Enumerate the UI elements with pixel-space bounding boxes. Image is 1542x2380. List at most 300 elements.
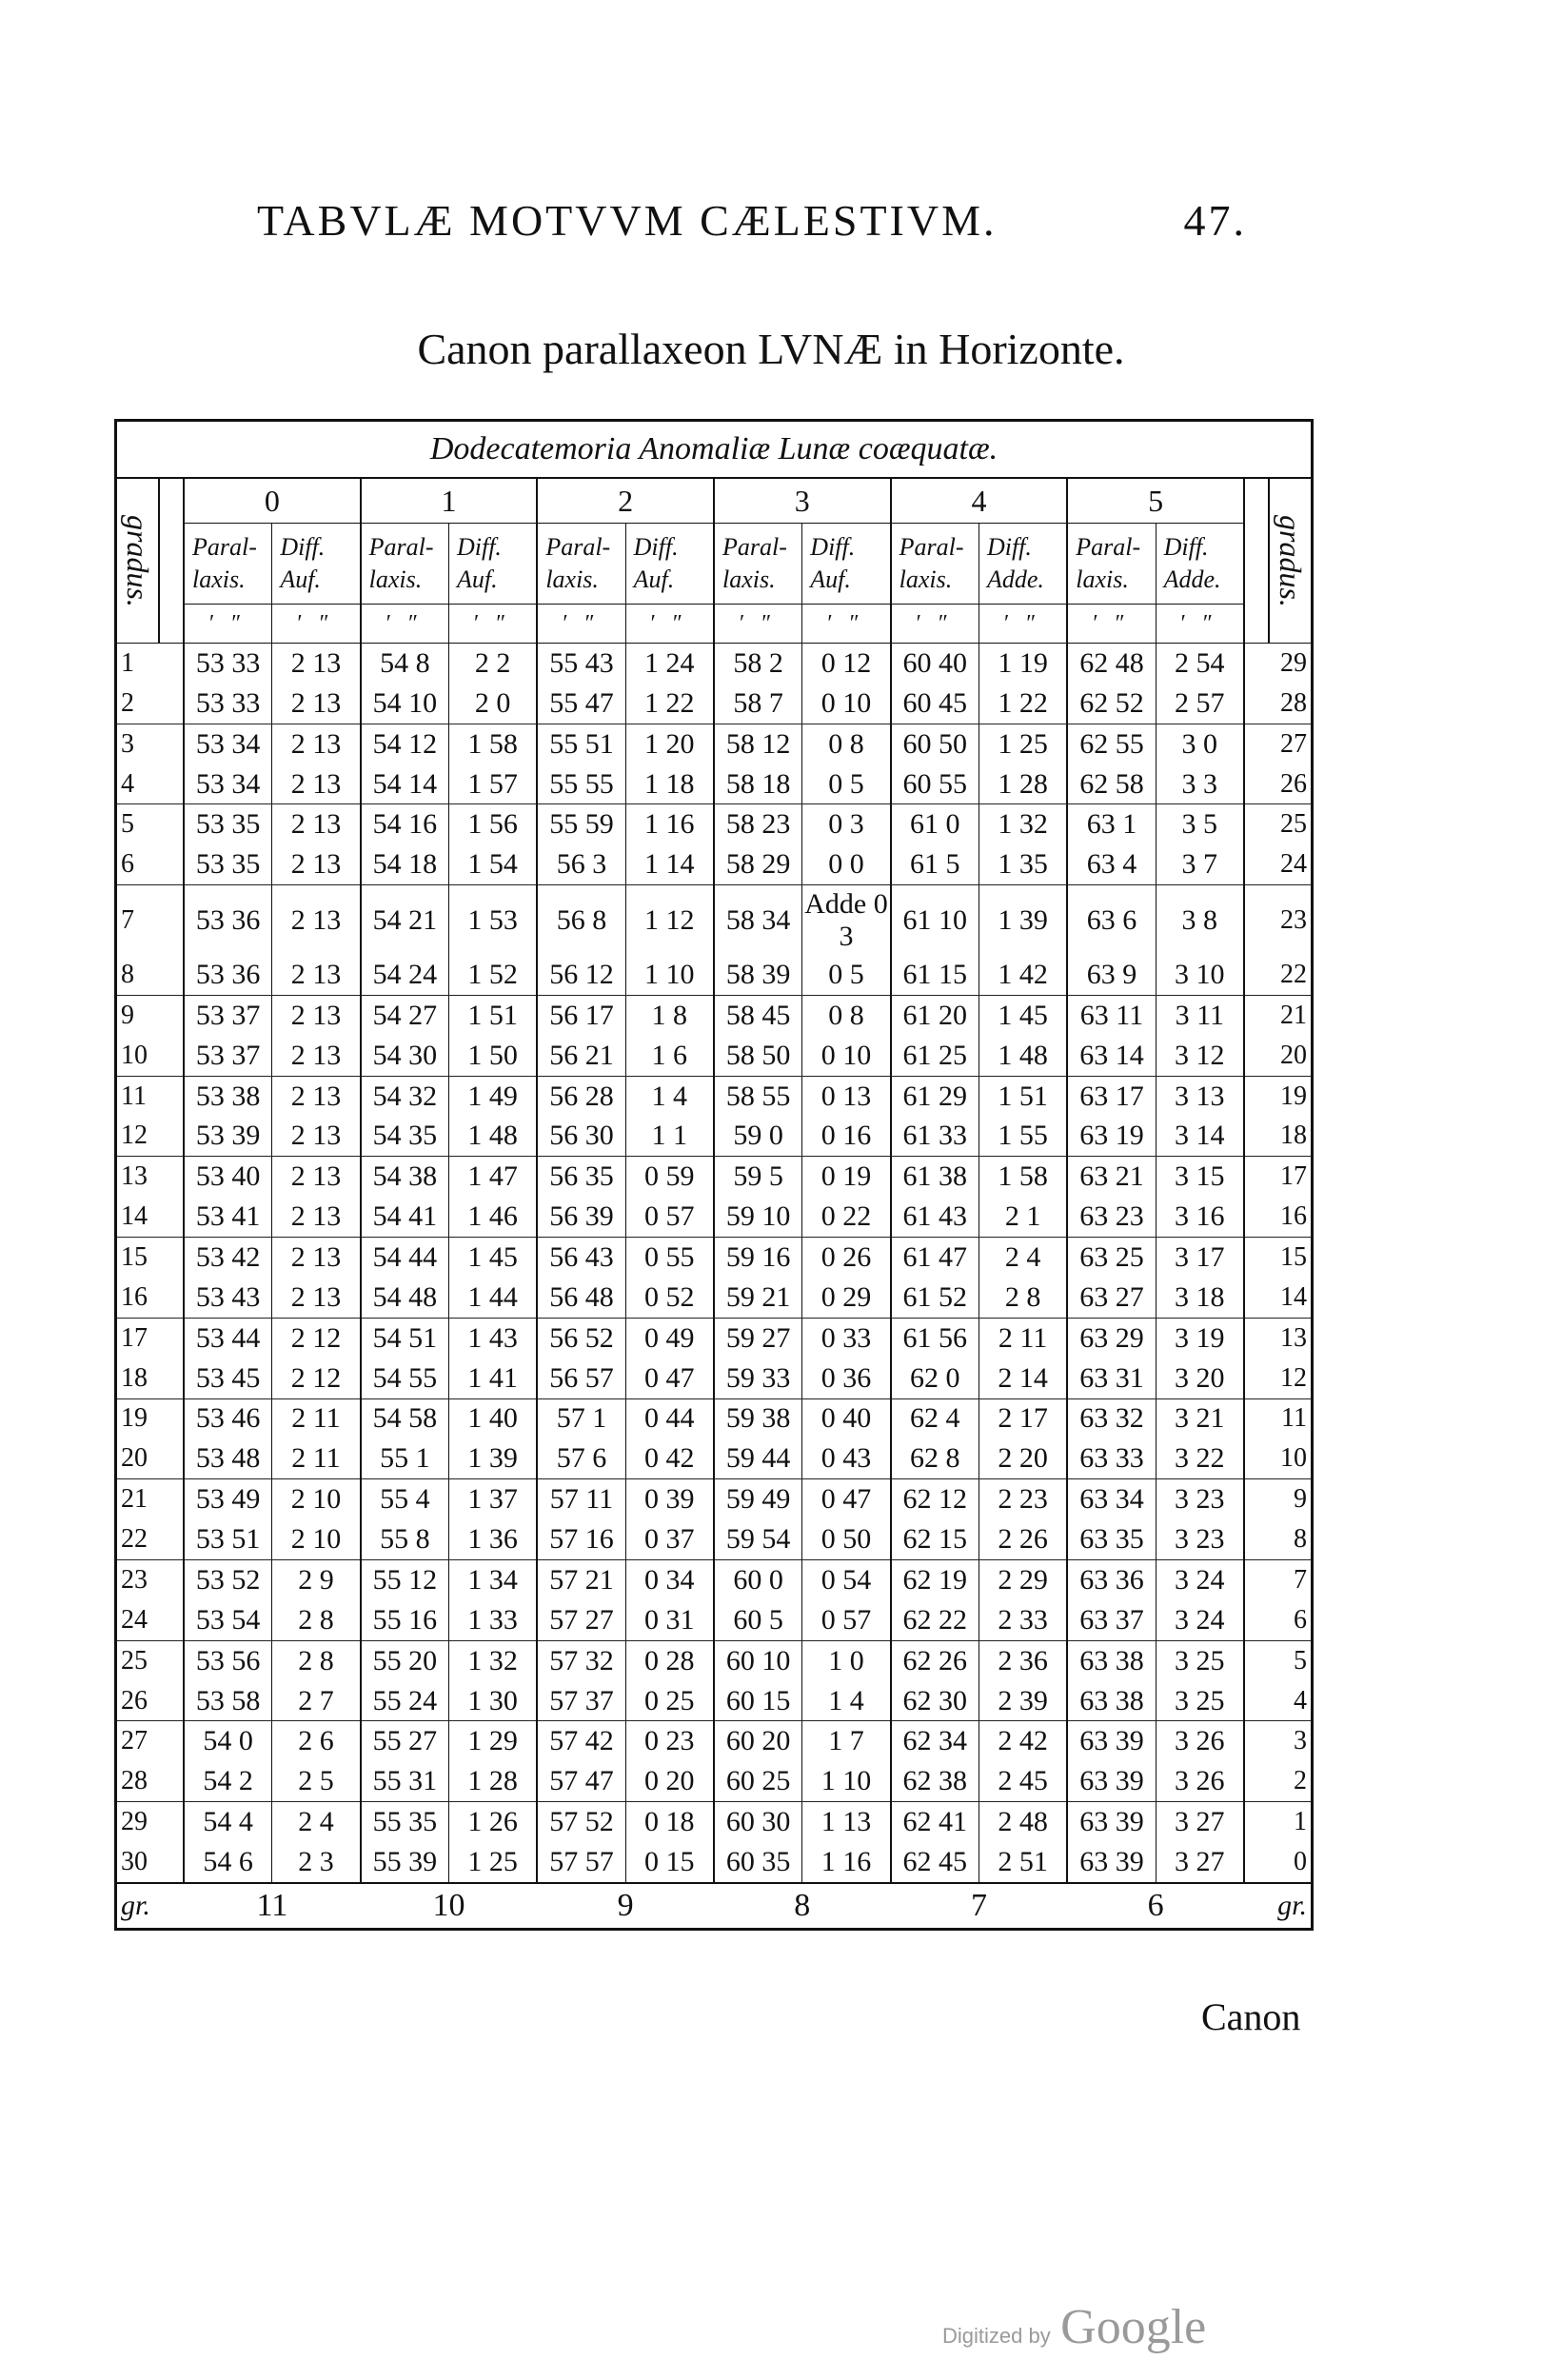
degree-cell-reverse: 12 <box>1244 1359 1311 1398</box>
diff-cell: Adde 0 3 <box>802 885 891 955</box>
diff-cell: 2 26 <box>979 1519 1067 1559</box>
parallax-cell: 60 50 <box>891 724 979 764</box>
parallax-cell: 63 31 <box>1067 1359 1156 1398</box>
parallax-cell: 54 51 <box>361 1318 449 1358</box>
parallax-cell: 56 8 <box>537 885 625 955</box>
parallax-cell: 63 39 <box>1067 1802 1156 1842</box>
diff-cell: 3 18 <box>1156 1278 1244 1318</box>
parallax-cell: 62 4 <box>891 1398 979 1438</box>
diff-cell: 1 41 <box>448 1359 537 1398</box>
diff-cell: 0 49 <box>625 1318 714 1358</box>
parallax-cell: 60 15 <box>714 1681 802 1721</box>
parallax-cell: 63 6 <box>1067 885 1156 955</box>
diff-cell: 2 23 <box>979 1479 1067 1519</box>
diff-cell: 3 23 <box>1156 1479 1244 1519</box>
diff-cell: 2 7 <box>272 1681 361 1721</box>
parallax-cell: 63 1 <box>1067 804 1156 844</box>
parallax-cell: 54 12 <box>361 724 449 764</box>
diff-cell: 3 14 <box>1156 1117 1244 1157</box>
diff-cell: 1 49 <box>448 1076 537 1116</box>
parallax-cell: 54 38 <box>361 1157 449 1197</box>
unit-label: ′ ″ <box>714 605 802 644</box>
degree-cell: 9 <box>117 995 184 1035</box>
parallax-cell: 53 41 <box>184 1197 272 1237</box>
table-row <box>117 1519 1311 1559</box>
parallax-cell: 56 35 <box>537 1157 625 1197</box>
parallax-cell: 55 39 <box>361 1842 449 1883</box>
diff-cell: 2 13 <box>272 724 361 764</box>
diff-cell: 1 26 <box>448 1802 537 1842</box>
table-row <box>117 684 1311 724</box>
diff-cell: 3 23 <box>1156 1519 1244 1559</box>
diff-cell: 1 40 <box>448 1398 537 1438</box>
diff-cell: 3 26 <box>1156 1721 1244 1761</box>
table-row <box>117 1479 1311 1519</box>
diff-cell: 2 6 <box>272 1721 361 1761</box>
parallax-cell: 61 25 <box>891 1036 979 1076</box>
diff-cell: 1 28 <box>979 764 1067 804</box>
diff-cell: 1 39 <box>979 885 1067 955</box>
table-row <box>117 764 1311 804</box>
diff-cell: 1 53 <box>448 885 537 955</box>
diff-cell: 1 16 <box>625 804 714 844</box>
diff-cell: 1 33 <box>448 1600 537 1640</box>
degree-cell: 28 <box>117 1761 184 1801</box>
parallax-cell: 53 38 <box>184 1076 272 1116</box>
unit-label: ′ ″ <box>802 605 891 644</box>
table-row <box>117 955 1311 995</box>
diff-cell: 1 47 <box>448 1157 537 1197</box>
degree-cell-reverse: 7 <box>1244 1560 1311 1600</box>
diff-cell: 0 47 <box>625 1359 714 1398</box>
parallax-cell: 60 35 <box>714 1842 802 1883</box>
digitized-brand: Google <box>1060 2300 1207 2354</box>
diff-cell: 2 13 <box>272 804 361 844</box>
table-row <box>117 1761 1311 1801</box>
diff-cell: 0 36 <box>802 1359 891 1398</box>
diff-cell: 0 43 <box>802 1438 891 1478</box>
diff-cell: 2 45 <box>979 1761 1067 1801</box>
parallax-cell: 53 48 <box>184 1438 272 1478</box>
parallax-cell: 56 39 <box>537 1197 625 1237</box>
diff-cell: 0 44 <box>625 1398 714 1438</box>
parallax-cell: 61 52 <box>891 1278 979 1318</box>
parallax-cell: 61 43 <box>891 1197 979 1237</box>
diff-cell: 1 18 <box>625 764 714 804</box>
diff-cell: 0 28 <box>625 1640 714 1680</box>
parallax-cell: 62 0 <box>891 1359 979 1398</box>
parallax-cell: 56 30 <box>537 1117 625 1157</box>
parallax-cell: 54 2 <box>184 1761 272 1801</box>
diff-cell: 2 5 <box>272 1761 361 1801</box>
diff-cell: 1 35 <box>979 844 1067 884</box>
parallax-cell: 62 22 <box>891 1600 979 1640</box>
catchword: Canon <box>1201 1995 1301 2038</box>
diff-cell: 2 12 <box>272 1359 361 1398</box>
parallax-cell: 63 27 <box>1067 1278 1156 1318</box>
degree-cell-reverse: 1 <box>1244 1802 1311 1842</box>
parallax-cell: 60 55 <box>891 764 979 804</box>
degree-cell: 15 <box>117 1238 184 1278</box>
table-row <box>117 1842 1311 1883</box>
parallax-cell: 54 48 <box>361 1278 449 1318</box>
degree-cell: 11 <box>117 1076 184 1116</box>
parallax-cell: 57 42 <box>537 1721 625 1761</box>
diff-cell: 2 39 <box>979 1681 1067 1721</box>
diff-cell: 1 32 <box>979 804 1067 844</box>
degree-cell-reverse: 20 <box>1244 1036 1311 1076</box>
parallax-cell: 61 20 <box>891 995 979 1035</box>
diff-cell: 1 6 <box>625 1036 714 1076</box>
parallax-cell: 53 34 <box>184 764 272 804</box>
parallax-cell: 57 52 <box>537 1802 625 1842</box>
diff-cell: 2 13 <box>272 684 361 724</box>
parallax-cell: 54 24 <box>361 955 449 995</box>
parallax-cell: 59 44 <box>714 1438 802 1478</box>
diff-cell: 2 1 <box>979 1197 1067 1237</box>
parallax-cell: 62 58 <box>1067 764 1156 804</box>
parallax-cell: 55 55 <box>537 764 625 804</box>
parallax-cell: 62 15 <box>891 1519 979 1559</box>
parallax-cell: 57 37 <box>537 1681 625 1721</box>
diff-cell: 3 10 <box>1156 955 1244 995</box>
diff-cell: 0 40 <box>802 1398 891 1438</box>
parallax-cell: 61 0 <box>891 804 979 844</box>
parallax-cell: 55 27 <box>361 1721 449 1761</box>
diff-cell: 0 25 <box>625 1681 714 1721</box>
page-number: 47. <box>1183 196 1247 245</box>
parallax-cell: 62 48 <box>1067 644 1156 684</box>
parallax-cell: 61 15 <box>891 955 979 995</box>
parallax-cell: 61 38 <box>891 1157 979 1197</box>
parallax-cell: 54 21 <box>361 885 449 955</box>
parallax-cell: 58 45 <box>714 995 802 1035</box>
parallax-cell: 53 51 <box>184 1519 272 1559</box>
sign-footer: 6 <box>1067 1883 1244 1928</box>
diff-cell: 1 55 <box>979 1117 1067 1157</box>
parallax-cell: 58 7 <box>714 684 802 724</box>
parallax-cell: 55 20 <box>361 1640 449 1680</box>
table-row <box>117 804 1311 844</box>
parallax-cell: 63 38 <box>1067 1640 1156 1680</box>
diff-cell: 1 4 <box>802 1681 891 1721</box>
diff-cell: 1 43 <box>448 1318 537 1358</box>
diff-cell: 2 17 <box>979 1398 1067 1438</box>
diff-cell: 0 5 <box>802 955 891 995</box>
diff-cell: 0 31 <box>625 1600 714 1640</box>
diff-cell: 2 13 <box>272 1076 361 1116</box>
diff-cell: 3 21 <box>1156 1398 1244 1438</box>
parallax-cell: 56 17 <box>537 995 625 1035</box>
parallax-cell: 59 49 <box>714 1479 802 1519</box>
degree-cell: 14 <box>117 1197 184 1237</box>
diff-cell: 3 12 <box>1156 1036 1244 1076</box>
parallax-cell: 60 10 <box>714 1640 802 1680</box>
diff-cell: 2 13 <box>272 885 361 955</box>
diff-cell: 1 10 <box>802 1761 891 1801</box>
diff-cell: 2 12 <box>272 1318 361 1358</box>
parallax-cell: 57 32 <box>537 1640 625 1680</box>
diff-cell: 3 25 <box>1156 1681 1244 1721</box>
parallax-cell: 58 2 <box>714 644 802 684</box>
parallax-cell: 59 16 <box>714 1238 802 1278</box>
table-row <box>117 1560 1311 1600</box>
diff-cell: 1 19 <box>979 644 1067 684</box>
diff-cell: 2 4 <box>979 1238 1067 1278</box>
degree-cell: 30 <box>117 1842 184 1883</box>
diff-cell: 0 5 <box>802 764 891 804</box>
diff-cell: 1 30 <box>448 1681 537 1721</box>
sign-header: 5 <box>1067 478 1244 524</box>
parallax-cell: 59 0 <box>714 1117 802 1157</box>
column-label-parallax: Paral-laxis. <box>891 524 979 605</box>
degree-cell-reverse: 27 <box>1244 724 1311 764</box>
diff-cell: 1 0 <box>802 1640 891 1680</box>
parallax-cell: 53 58 <box>184 1681 272 1721</box>
gradus-label-right: gradus. <box>1269 478 1311 644</box>
diff-cell: 2 51 <box>979 1842 1067 1883</box>
table-row <box>117 1157 1311 1197</box>
parallax-cell: 54 55 <box>361 1359 449 1398</box>
parallax-cell: 55 4 <box>361 1479 449 1519</box>
parallax-cell: 63 14 <box>1067 1036 1156 1076</box>
parallax-cell: 62 55 <box>1067 724 1156 764</box>
column-label-diff: Diff. Auf. <box>272 524 361 605</box>
diff-cell: 1 7 <box>802 1721 891 1761</box>
parallax-cell: 61 5 <box>891 844 979 884</box>
table-title: Canon parallaxeon LVNÆ in Horizonte. <box>417 325 1125 373</box>
parallax-cell: 56 3 <box>537 844 625 884</box>
column-label-diff: Diff. Adde. <box>979 524 1067 605</box>
parallax-cell: 53 40 <box>184 1157 272 1197</box>
table-row <box>117 1600 1311 1640</box>
unit-label: ′ ″ <box>625 605 714 644</box>
table-body <box>117 644 1311 1884</box>
diff-cell: 1 20 <box>625 724 714 764</box>
sign-footer: 9 <box>537 1883 714 1928</box>
parallax-cell: 61 10 <box>891 885 979 955</box>
diff-cell: 2 10 <box>272 1479 361 1519</box>
parallax-cell: 63 29 <box>1067 1318 1156 1358</box>
parallax-cell: 53 43 <box>184 1278 272 1318</box>
degree-cell: 12 <box>117 1117 184 1157</box>
parallax-cell: 53 36 <box>184 955 272 995</box>
diff-cell: 2 8 <box>979 1278 1067 1318</box>
diff-cell: 2 2 <box>448 644 537 684</box>
diff-cell: 1 45 <box>979 995 1067 1035</box>
degree-cell-reverse: 23 <box>1244 885 1311 955</box>
column-label-parallax: Paral-laxis. <box>537 524 625 605</box>
diff-cell: 1 36 <box>448 1519 537 1559</box>
diff-cell: 0 57 <box>802 1600 891 1640</box>
diff-cell: 0 12 <box>802 644 891 684</box>
diff-cell: 2 29 <box>979 1560 1067 1600</box>
diff-cell: 0 34 <box>625 1560 714 1600</box>
degree-cell: 18 <box>117 1359 184 1398</box>
parallax-cell: 59 54 <box>714 1519 802 1559</box>
degree-cell: 21 <box>117 1479 184 1519</box>
parallax-cell: 60 5 <box>714 1600 802 1640</box>
degree-cell-reverse: 17 <box>1244 1157 1311 1197</box>
degree-cell-reverse: 13 <box>1244 1318 1311 1358</box>
parallax-cell: 58 18 <box>714 764 802 804</box>
parallax-cell: 62 19 <box>891 1560 979 1600</box>
diff-cell: 1 37 <box>448 1479 537 1519</box>
parallax-cell: 63 37 <box>1067 1600 1156 1640</box>
column-label-parallax: Paral-laxis. <box>1067 524 1156 605</box>
degree-cell: 22 <box>117 1519 184 1559</box>
table-row <box>117 1318 1311 1358</box>
parallax-table <box>114 419 1314 1931</box>
table-row <box>117 844 1311 884</box>
diff-cell: 0 59 <box>625 1157 714 1197</box>
diff-cell: 1 52 <box>448 955 537 995</box>
parallax-cell: 57 47 <box>537 1761 625 1801</box>
sign-footer: 10 <box>361 1883 538 1928</box>
degree-cell-reverse: 9 <box>1244 1479 1311 1519</box>
degree-cell: 4 <box>117 764 184 804</box>
table-row <box>117 1438 1311 1478</box>
sign-header: 2 <box>537 478 714 524</box>
parallax-cell: 62 45 <box>891 1842 979 1883</box>
parallax-cell: 54 6 <box>184 1842 272 1883</box>
parallax-cell: 63 21 <box>1067 1157 1156 1197</box>
parallax-cell: 61 47 <box>891 1238 979 1278</box>
parallax-cell: 62 38 <box>891 1761 979 1801</box>
parallax-cell: 59 27 <box>714 1318 802 1358</box>
diff-cell: 0 20 <box>625 1761 714 1801</box>
parallax-cell: 63 32 <box>1067 1398 1156 1438</box>
degree-cell: 10 <box>117 1036 184 1076</box>
diff-cell: 2 13 <box>272 1157 361 1197</box>
parallax-cell: 57 16 <box>537 1519 625 1559</box>
diff-cell: 1 39 <box>448 1438 537 1478</box>
parallax-cell: 58 50 <box>714 1036 802 1076</box>
parallax-cell: 58 29 <box>714 844 802 884</box>
parallax-cell: 63 23 <box>1067 1197 1156 1237</box>
diff-cell: 1 8 <box>625 995 714 1035</box>
unit-label: ′ ″ <box>979 605 1067 644</box>
diff-cell: 1 51 <box>448 995 537 1035</box>
degree-cell-reverse: 25 <box>1244 804 1311 844</box>
parallax-cell: 53 52 <box>184 1560 272 1600</box>
parallax-cell: 63 39 <box>1067 1842 1156 1883</box>
diff-cell: 1 22 <box>625 684 714 724</box>
parallax-cell: 58 23 <box>714 804 802 844</box>
parallax-cell: 63 11 <box>1067 995 1156 1035</box>
diff-cell: 0 13 <box>802 1076 891 1116</box>
diff-cell: 0 0 <box>802 844 891 884</box>
diff-cell: 1 16 <box>802 1842 891 1883</box>
parallax-cell: 57 27 <box>537 1600 625 1640</box>
degree-cell-reverse: 14 <box>1244 1278 1311 1318</box>
running-title: TABVLÆ MOTVVM CÆLESTIVM. <box>257 196 998 245</box>
diff-cell: 0 18 <box>625 1802 714 1842</box>
degree-cell-reverse: 2 <box>1244 1761 1311 1801</box>
diff-cell: 3 24 <box>1156 1560 1244 1600</box>
parallax-cell: 54 27 <box>361 995 449 1035</box>
diff-cell: 1 56 <box>448 804 537 844</box>
sign-header: 1 <box>361 478 538 524</box>
degree-cell: 25 <box>117 1640 184 1680</box>
diff-cell: 0 52 <box>625 1278 714 1318</box>
diff-cell: 0 23 <box>625 1721 714 1761</box>
degree-cell-reverse: 28 <box>1244 684 1311 724</box>
parallax-cell: 59 38 <box>714 1398 802 1438</box>
diff-cell: 0 55 <box>625 1238 714 1278</box>
parallax-cell: 56 48 <box>537 1278 625 1318</box>
parallax-cell: 55 31 <box>361 1761 449 1801</box>
parallax-cell: 57 57 <box>537 1842 625 1883</box>
column-label-diff: Diff. Auf. <box>448 524 537 605</box>
table-row <box>117 1398 1311 1438</box>
running-header <box>257 195 1247 246</box>
degree-cell: 24 <box>117 1600 184 1640</box>
unit-label: ′ ″ <box>361 605 449 644</box>
degree-cell-reverse: 8 <box>1244 1519 1311 1559</box>
diff-cell: 1 42 <box>979 955 1067 995</box>
degree-cell: 7 <box>117 885 184 955</box>
table-row <box>117 1036 1311 1076</box>
unit-label: ′ ″ <box>1067 605 1156 644</box>
diff-cell: 1 32 <box>448 1640 537 1680</box>
table-row <box>117 1681 1311 1721</box>
parallax-cell: 54 41 <box>361 1197 449 1237</box>
gr-label-right: gr. <box>1244 1883 1311 1928</box>
table-row <box>117 1802 1311 1842</box>
diff-cell: 0 10 <box>802 1036 891 1076</box>
diff-cell: 0 29 <box>802 1278 891 1318</box>
parallax-cell: 56 12 <box>537 955 625 995</box>
diff-cell: 3 3 <box>1156 764 1244 804</box>
parallax-cell: 53 37 <box>184 1036 272 1076</box>
diff-cell: 2 13 <box>272 764 361 804</box>
parallax-cell: 54 16 <box>361 804 449 844</box>
diff-cell: 3 8 <box>1156 885 1244 955</box>
parallax-cell: 60 30 <box>714 1802 802 1842</box>
diff-cell: 2 42 <box>979 1721 1067 1761</box>
parallax-cell: 62 34 <box>891 1721 979 1761</box>
degree-cell-reverse: 21 <box>1244 995 1311 1035</box>
diff-cell: 3 27 <box>1156 1802 1244 1842</box>
parallax-cell: 55 59 <box>537 804 625 844</box>
parallax-cell: 59 5 <box>714 1157 802 1197</box>
degree-cell-reverse: 24 <box>1244 844 1311 884</box>
table-row <box>117 885 1311 955</box>
table-row <box>117 995 1311 1035</box>
column-label-diff: Diff. Auf. <box>625 524 714 605</box>
diff-cell: 2 13 <box>272 995 361 1035</box>
gradus-label-left: gradus. <box>117 478 159 644</box>
parallax-cell: 53 33 <box>184 684 272 724</box>
diff-cell: 2 14 <box>979 1359 1067 1398</box>
column-label-parallax: Paral-laxis. <box>714 524 802 605</box>
diff-cell: 1 48 <box>448 1117 537 1157</box>
parallax-cell: 61 29 <box>891 1076 979 1116</box>
table-row <box>117 644 1311 684</box>
diff-cell: 1 50 <box>448 1036 537 1076</box>
parallax-cell: 53 44 <box>184 1318 272 1358</box>
table-row <box>117 1721 1311 1761</box>
column-label-diff: Diff. Auf. <box>802 524 891 605</box>
parallax-cell: 53 46 <box>184 1398 272 1438</box>
diff-cell: 2 11 <box>272 1438 361 1478</box>
parallax-cell: 54 4 <box>184 1802 272 1842</box>
unit-label: ′ ″ <box>448 605 537 644</box>
parallax-cell: 53 35 <box>184 844 272 884</box>
diff-cell: 0 22 <box>802 1197 891 1237</box>
diff-cell: 0 42 <box>625 1438 714 1478</box>
